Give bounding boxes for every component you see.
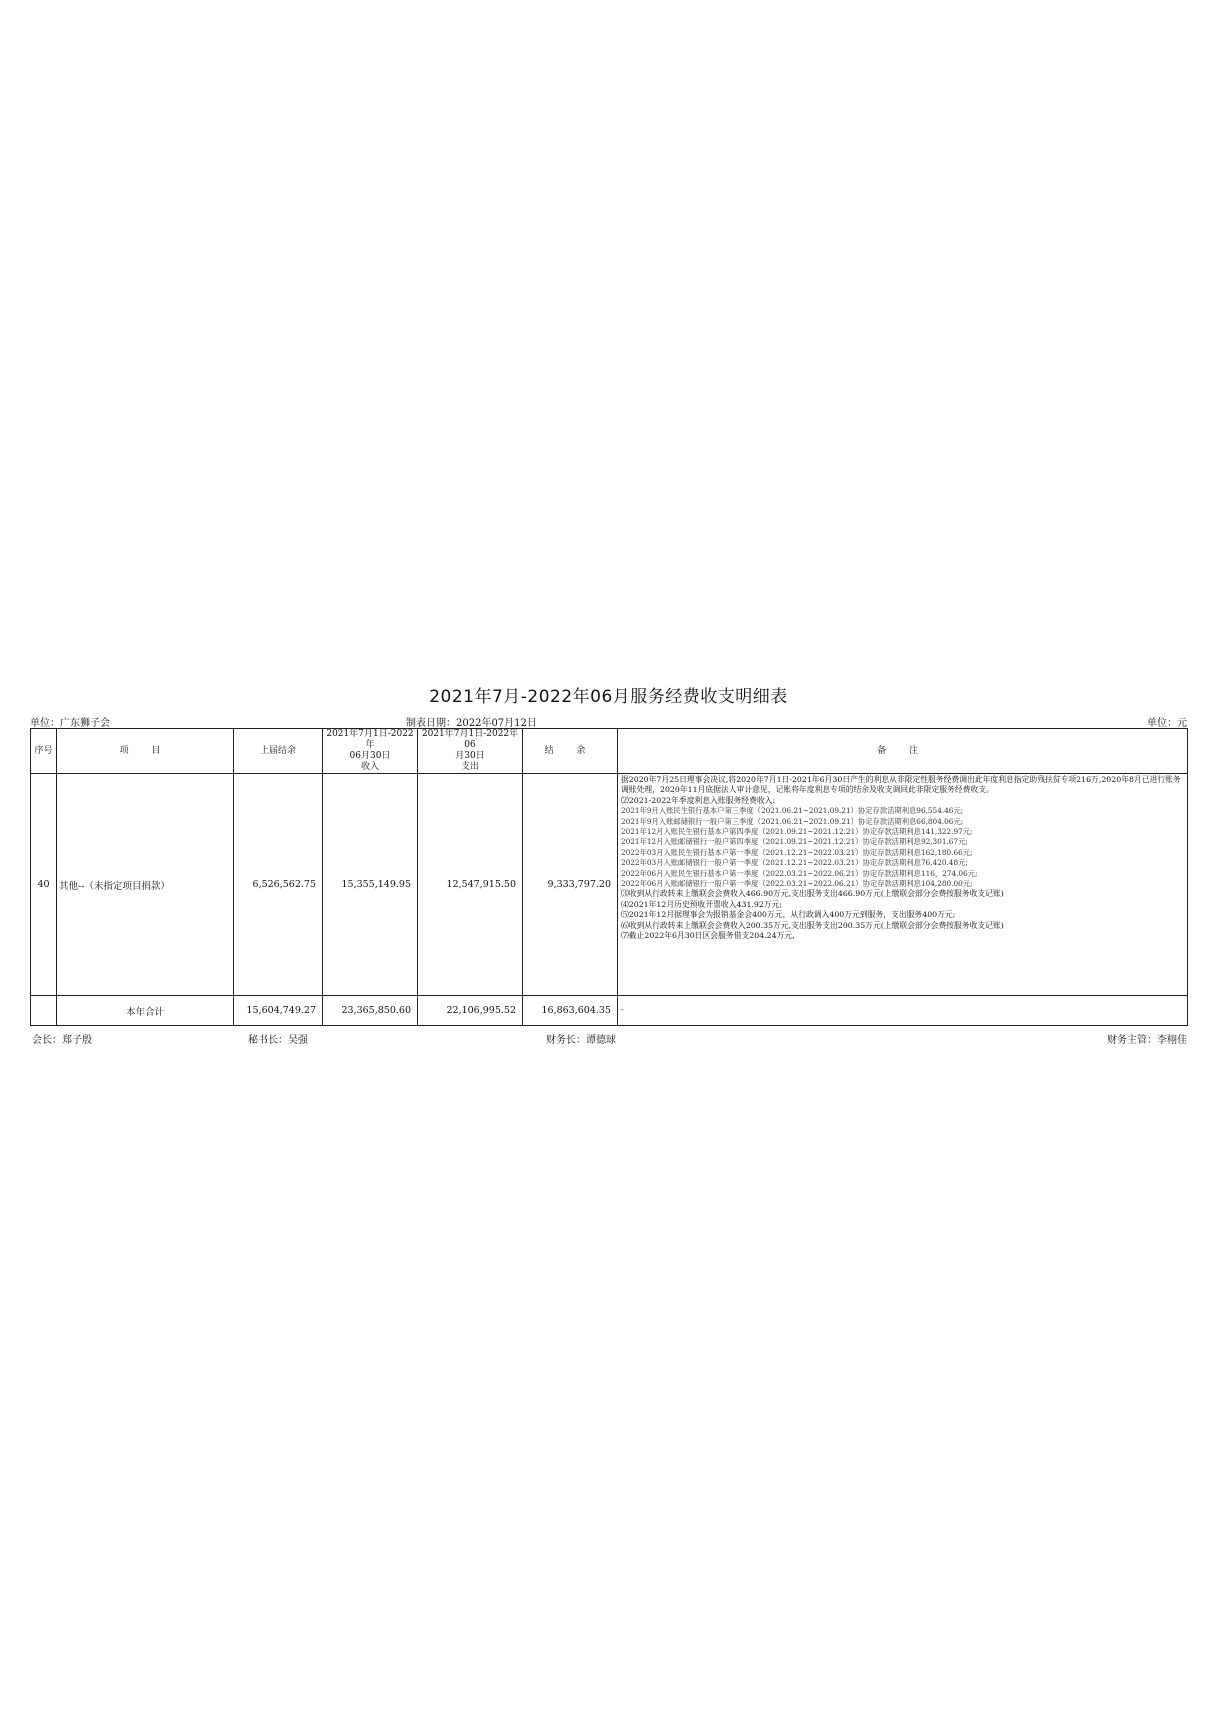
total-index (31, 996, 57, 1026)
total-label: 本年合计 (57, 996, 234, 1026)
row-item: 其他--（未指定项目捐款） (57, 774, 234, 996)
interest-line: 2022年03月入账邮储银行一般户第一季度（2021.12.21~2022.03.21）协定存款活期利息76,420.48元; (621, 858, 968, 868)
notes-item-4: ⑷2021年12月历史预收开票收入431.92万元; (621, 899, 783, 909)
table-total-row (31, 996, 1188, 1026)
report-sheet (30, 683, 1187, 1047)
report-title: 2021年7月-2022年06月服务经费收支明细表 (429, 687, 788, 707)
currency-unit-label: 单位：元 (1147, 718, 1187, 729)
row-prev-balance: 6,526,562.75 (234, 774, 323, 996)
organization-label: 单位：广东狮子会 (30, 718, 110, 729)
interest-line: 2021年12月入账民生银行基本户第四季度（2021.09.21~2021.12.21）协定存款活期利息141,322.97元; (621, 827, 973, 837)
total-income: 23,365,850.60 (323, 996, 418, 1026)
row-index: 40 (31, 774, 57, 996)
treasurer-signature: 财务长：谭德球 (546, 1035, 616, 1046)
report-date-label: 制表日期：2022年07月12日 (406, 718, 537, 729)
row-expense: 12,547,915.50 (418, 774, 523, 996)
header-expense: 2021年7月1日-2022年06 月30日 支出 (418, 729, 523, 774)
header-notes: 备 注 (618, 729, 1188, 774)
header-prev-balance: 上届结余 (234, 729, 323, 774)
interest-line: 2022年06月入账民生银行基本户第一季度（2022.03.21~2022.06.21）协定存款活期利息116，274.06元; (621, 868, 978, 878)
header-item: 项 目 (57, 729, 234, 774)
notes-item-5: ⑸2021年12月据理事会为报销基金会400万元，从行政调入400万元到服务，支出服务400万元; (621, 910, 956, 920)
notes-item-3: ⑶收到从行政转来上缴联会会费收入466.90万元,支出服务支出466.90万元(上缴联会部分会费按服务收支记账) (621, 889, 1004, 899)
total-notes: - (618, 996, 1188, 1026)
finance-manager-signature: 财务主管：李栩佳 (1107, 1035, 1187, 1046)
interest-line: 2021年9月入账民生银行基本户第三季度（2021.06.21~2021.09.21）协定存款活期利息96,554.46元; (621, 806, 964, 816)
secretary-signature: 秘书长：吴强 (248, 1035, 308, 1046)
interest-line: 2021年9月入账邮储银行一般户第三季度（2021.06.21~2021.09.21）协定存款活期利息66,804.06元; (621, 816, 964, 826)
interest-line: 2022年03月入账民生银行基本户第一季度（2021.12.21~2022.03.21）协定存款活期利息162,180.66元; (621, 847, 973, 857)
notes-item-7: ⑺截止2022年6月30日区会服务借支204.24万元, (621, 931, 795, 941)
total-prev-balance: 15,604,749.27 (234, 996, 323, 1026)
row-balance: 9,333,797.20 (523, 774, 618, 996)
table-header-row (31, 729, 1188, 774)
total-expense: 22,106,995.52 (418, 996, 523, 1026)
report-meta (30, 712, 1187, 728)
notes-lead: 据2020年7月25日理事会决议,将2020年7月1日-2021年6月30日产生的利息从非限定性服务经费调出此年度利息指定助残扶贫专项216万,2020年8月已进行账务调账处理，2020年11月底据法人审计意见，记账将年度利息专项的结余及收支调回此非限定服务经费收支。 (621, 775, 1181, 795)
notes-item-6: ⑹收到从行政转来上缴联会会费收入200.35万元,支出服务支出200.35万元(上缴联会部分会费按服务收支记账) (621, 920, 1004, 930)
row-income: 15,355,149.95 (323, 774, 418, 996)
signature-row (30, 1029, 1187, 1047)
interest-line: 2021年12月入账邮储银行一般户第四季度（2021.09.21~2021.12.21）协定存款活期利息92,301.67元; (621, 837, 968, 847)
header-index: 序号 (31, 729, 57, 774)
table-row (31, 774, 1188, 996)
interest-line: 2022年06月入账邮储银行一般户第一季度（2022.03.21~2022.06.21）协定存款活期利息104,280.00元; (621, 879, 973, 889)
expense-table (30, 728, 1188, 1026)
notes-section-2: ⑵2021-2022年季度利息入账服务经费收入: (621, 795, 776, 805)
header-balance: 结 余 (523, 729, 618, 774)
total-balance: 16,863,604.35 (523, 996, 618, 1026)
row-notes (618, 774, 1188, 996)
president-signature: 会长：郑子殷 (32, 1035, 92, 1046)
header-income: 2021年7月1日-2022年 06月30日 收入 (323, 729, 418, 774)
